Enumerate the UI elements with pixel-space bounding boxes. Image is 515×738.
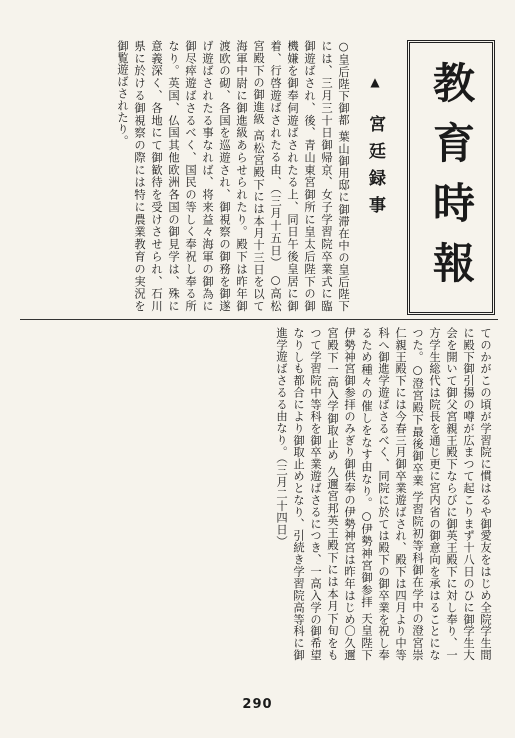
masthead-box — [407, 40, 495, 315]
page-number: 290 — [242, 697, 273, 712]
section-divider — [20, 319, 498, 320]
section-heading-text: 宮廷録事 — [365, 114, 385, 223]
masthead-title: 教育時報 — [427, 61, 476, 301]
section-heading — [356, 44, 394, 254]
article-block-bottom: てのかがこの頃が学習院に慣はるや御愛友をはじめ全院学生間に殿下御引揚の噂が広まつて起こりまず十八日のひに御学生大会を開いて御父宮親王殿下ならびに御英王殿下に対し奉り、一方学生総代は院長を通じ更に宮内省の御意向を承はることになつた。○澄宮殿下最後御卒業 学習院初等科御在学中の澄宮崇仁親王殿下には今春三月御卒業遊ばされ、殿下は四月より中等科へ御進学遊ばさるべく、同院に於ては殿下の御卒業を祝し奉るため種々の催しをなす由なり。○伊勢神宮御参拝 天皇陛下伊勢神宮御参拝のみぎり御供奉の伊勢神宮は昨年はじめ〇久邇宮殿下一高入学御取止め 久邇宮邦英王殿下には本月下旬をもつて学習院中等科を御卒業遊ばさるにつき、一高入学の御希望なりしも都合により御取止めとなり、引続き学習院高等科に御進学遊ばさるる由なり。（三月二十四日） — [275, 327, 492, 661]
article-block-top: ○皇后陛下御都 葉山御用邸に御滞在中の皇后陛下には、三月三十日御帰京、女子学習院卒業式に臨御遊ばされ、後、青山東宮御所に皇太后陛下の御機嫌を御奉伺遊ばされたる上、同日午後皇居に御着、行啓遊ばされたる由、（三月十五日） ○高松宮殿下の御進級 高松宮殿下には本月十三日を以て海軍中尉に御進級あらせられたり。殿下は昨年御渡欧の砌、各国を巡遊され、御視察の御務を御遂げ遊ばされたる事なれば、将来益々海軍の御為に御尽瘁遊ばさるべく、国民の等しく奉祝し奉る所なり。英国、仏国其他欧洲各国の御見学は、殊に意義深く、各地にて御歓待を受けさせられ、石川県に於ける御視察の際には特に農業教育の実況を御覧遊ばされたり。 — [116, 40, 350, 312]
heading-mark: ▲ — [368, 75, 382, 100]
